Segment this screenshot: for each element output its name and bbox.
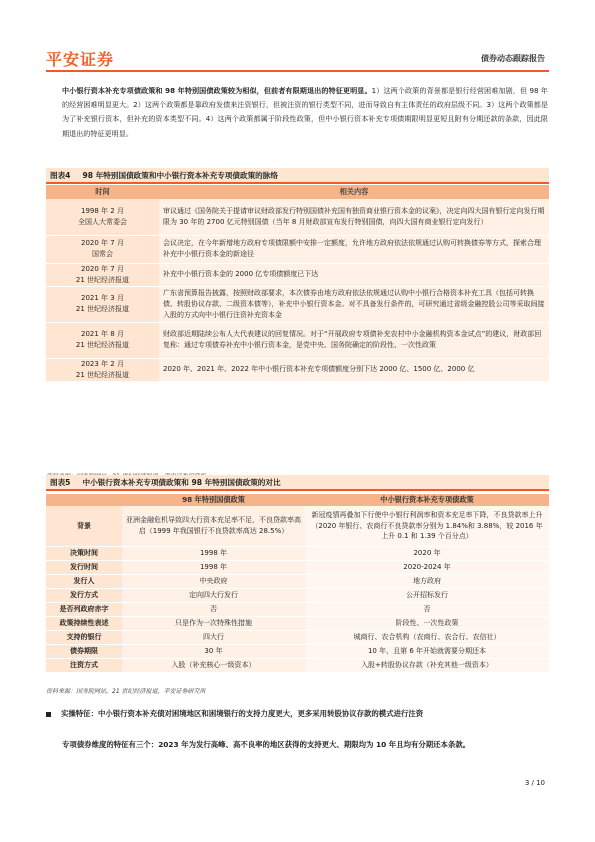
figure5-source: 资料来源：国务院网站，21 世纪经济报道，平安证券研究所	[46, 688, 206, 695]
cell-new: 公开招标发行	[305, 588, 549, 602]
row-label: 是否列政府赤字	[46, 602, 122, 616]
time-cell	[46, 263, 159, 286]
figure4-table	[46, 185, 549, 382]
time-line: 2020 年 7 月	[81, 239, 124, 247]
table-row	[46, 358, 549, 381]
cell-98: 只是作为一次特殊性措施	[122, 616, 305, 630]
figure5-caption: 中小银行资本补充专项债政策和 98 年特别国债政策的对比	[82, 478, 281, 487]
cell-98: 1998 年	[122, 546, 305, 560]
cell-new: 地方政府	[305, 574, 549, 588]
company-logo: 平安证券	[46, 50, 115, 69]
time-line: 2020 年 7 月	[81, 264, 124, 273]
table-row	[46, 546, 549, 560]
report-type: 债券动态跟踪报告	[481, 54, 545, 63]
row-label: 背景	[46, 506, 122, 546]
cell-new: 阶段性、一次性政策	[305, 616, 549, 630]
table-row	[46, 560, 549, 574]
intro-bold: 中小银行资本补充专项债政策和 98 年特别国债政策较为相似，但前者有限期退出的特征更明显。	[62, 86, 372, 95]
table-row	[46, 658, 549, 672]
time-line: 21 世纪经济报道	[75, 305, 130, 313]
content-cell: 财政部近期陆续公布人大代表建议的回复情况。对于“开展政府专项债补充农村中小金融机构资本金试点”的建议，财政部回复称：通过专项债券补充中小银行资本金，是党中央、国务院确定的阶段性、一次性政策	[159, 322, 549, 358]
time-cell	[46, 199, 159, 235]
row-label: 发行人	[46, 574, 122, 588]
figure4-label: 图表4	[50, 171, 71, 180]
content-cell: 2020 年、2021 年、2022 年中小银行资本补充专项债额度分别下达 2000 亿、1500 亿、2000 亿	[159, 358, 549, 381]
content-cell: 审议通过《国务院关于提请审议财政部发行特别国债补充国有独资商业银行资本金的议案》，决定向四大国有银行定向发行期限为 30 年的 2700 亿元特别国债（当年 8 月财政部宣布发行特别国债，向四大国有商业银行定向发行）	[159, 199, 549, 235]
row-label: 发行方式	[46, 588, 122, 602]
table-row	[46, 286, 549, 322]
time-line: 21 世纪经济报道	[75, 341, 130, 349]
time-line: 全国人大常委会	[78, 217, 127, 226]
time-cell	[46, 322, 159, 358]
cell-new: 2020-2024 年	[305, 560, 549, 574]
cell-new: 否	[305, 602, 549, 616]
cell-98: 入股（补充核心一级资本）	[122, 658, 305, 672]
time-line: 21 世纪经济报道	[75, 370, 130, 379]
cell-98: 30 年	[122, 644, 305, 658]
page-number: 3 / 10	[524, 779, 545, 787]
table-row	[46, 263, 549, 286]
time-line: 国常会	[92, 250, 113, 258]
cell-98: 否	[122, 602, 305, 616]
col-98: 98 年特别国债政策	[122, 494, 305, 506]
cell-new: 2020 年	[305, 546, 549, 560]
bullet-text: 实操特征：中小银行资本补充债对困境地区和困境银行的支持力度更大，更多采用转股协议存款的模式进行注资	[61, 709, 424, 718]
table-row	[46, 588, 549, 602]
col-blank	[46, 494, 122, 506]
time-cell	[46, 358, 159, 381]
bullet-square-icon	[46, 712, 51, 717]
figure5-label: 图表5	[50, 478, 71, 487]
time-line: 2021 年 3 月	[81, 294, 124, 302]
cell-new: 新冠疫情再叠加下行使中小银行利润率和资本充足率下降，不良贷款率上升（2020 年银行、农商行不良贷款率分别为 1.84%和 3.88%，较 2016 年上升 0.1 和 1.39 个百分点）	[305, 506, 549, 546]
table-row	[46, 199, 549, 235]
table-row	[46, 616, 549, 630]
cell-98: 1998 年	[122, 560, 305, 574]
content-cell: 广东省预算报告披露，按照财政部要求，本次债券由地方政府依法依规通过认购中小银行合格资本补充工具（包括可转换债、转股协议存款、二级资本债等），补充中小银行资本金。对不具备发行条件的，可研究通过省级金融控股公司等采取间接入股的方式向中小银行注资补充资本金	[159, 286, 549, 322]
row-label: 决策时间	[46, 546, 122, 560]
cell-98: 定向四大行发行	[122, 588, 305, 602]
time-cell	[46, 286, 159, 322]
cell-98: 中央政府	[122, 574, 305, 588]
content-cell: 会议决定，在今年新增地方政府专项债限额中安排一定额度，允许地方政府依法依规通过认购可转换债券等方式，探索合理补充中小银行资本金的新途径	[159, 235, 549, 263]
time-line: 2021 年 8 月	[81, 330, 124, 338]
table-row	[46, 644, 549, 658]
table-row	[46, 602, 549, 616]
row-label: 支持的银行	[46, 630, 122, 644]
table-row	[46, 235, 549, 263]
bullet-line	[46, 708, 423, 719]
cell-new: 城商行、农合机构（农商行、农合行、农信社）	[305, 630, 549, 644]
row-label: 发行时间	[46, 560, 122, 574]
cell-new: 10 年，且第 6 年开始就需要分期还本	[305, 644, 549, 658]
cell-new: 入股+转股协议存款（补充其他一级资本）	[305, 658, 549, 672]
intro-paragraph	[62, 84, 548, 141]
table-row	[46, 630, 549, 644]
row-label: 债券期限	[46, 644, 122, 658]
time-line: 1998 年 2 月	[81, 206, 124, 215]
cell-98: 四大行	[122, 630, 305, 644]
time-line: 2023 年 2 月	[81, 359, 124, 368]
table-row	[46, 574, 549, 588]
col-time: 时间	[46, 185, 159, 199]
time-line: 21 世纪经济报道	[75, 275, 130, 284]
row-label: 注资方式	[46, 658, 122, 672]
col-content: 相关内容	[159, 185, 549, 199]
cell-98: 亚洲金融危机导致四大行资本充足率不足，不良贷款率高启（1999 年我国银行不良贷款率高达 28.5%）	[122, 506, 305, 546]
row-label: 政策持续性表述	[46, 616, 122, 630]
col-new: 中小银行资本补充专项债政策	[305, 494, 549, 506]
note-line: 专项债券维度的特征有三个：2023 年为发行高峰、高不良率的地区获得的支持更大、期限均为 10 年且均有分期还本条款。	[62, 740, 471, 749]
content-cell: 补充中小银行资本金的 2000 亿专项债额度已下达	[159, 263, 549, 286]
figure4-caption: 98 年特别国债政策和中小银行资本补充专项债政策的脉络	[82, 171, 278, 180]
figure4-title	[46, 168, 549, 184]
figure5-title	[46, 475, 549, 491]
header-divider	[46, 70, 549, 72]
figure5-table	[46, 494, 549, 673]
table-row	[46, 506, 549, 546]
intro-rest: 1）这两个政策的背景都是银行经营困难加剧，但 98 年的经营困难明显更大。2）这两个政策都是靠政府发债来注资银行，但被注资的银行类型不同，进而导致自有主体责任的政府层级不同。3）这两个政策都是为了补充银行资本，但补充的资本类型不同。4）这两个政策都属于阶段性政策，但中小银行资本补充专项债期限明显更短且附有分期还款的条款，因此限期退出的特征更明显。	[62, 86, 548, 138]
time-cell	[46, 235, 159, 263]
table-row	[46, 322, 549, 358]
